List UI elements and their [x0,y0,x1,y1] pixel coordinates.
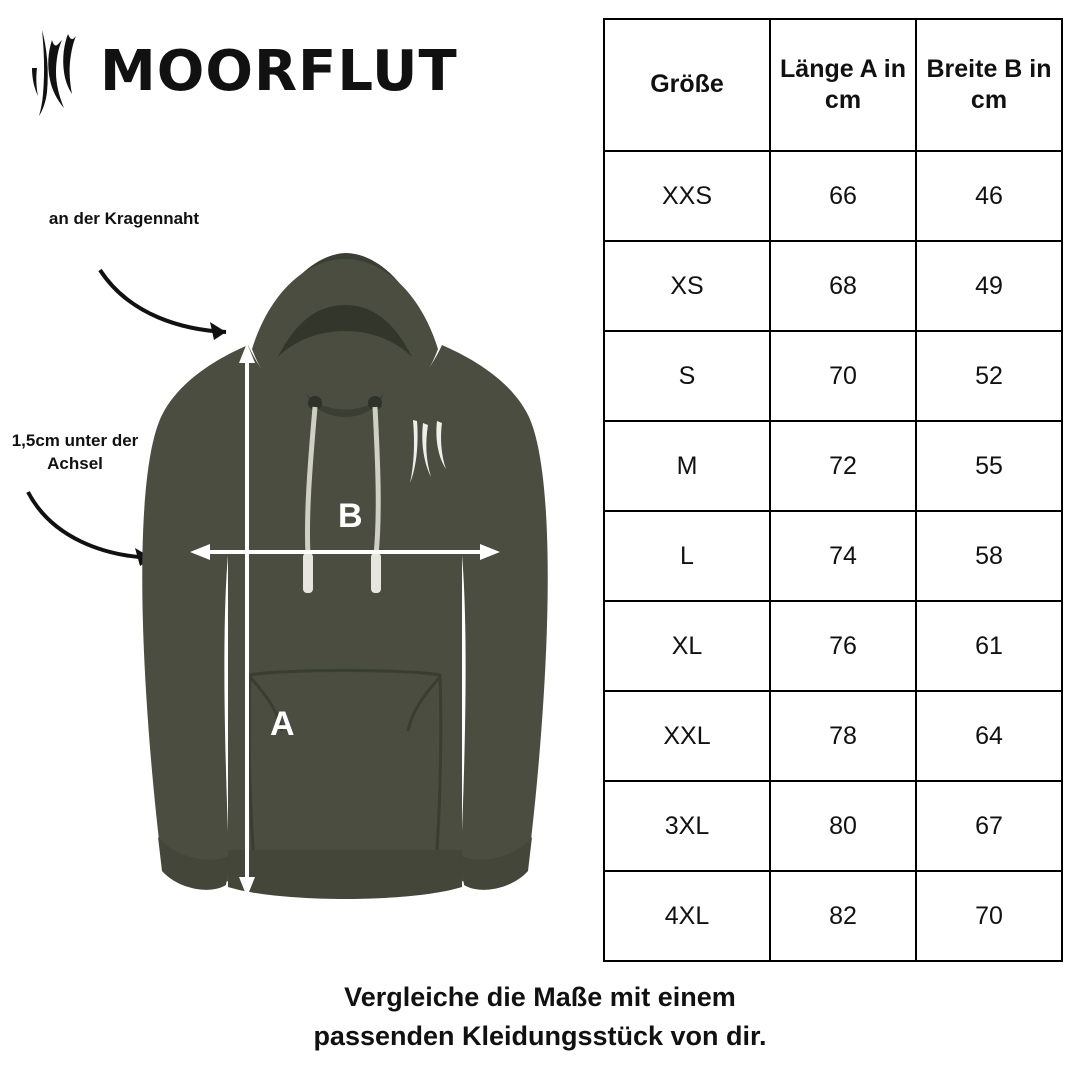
table-row [604,691,1062,781]
table-row [604,601,1062,691]
measurement-arrows [110,225,580,915]
table-row [604,421,1062,511]
cell-length: 82 [770,871,916,961]
brand-header [24,24,458,120]
footer-line-2: passenden Kleidungsstück von dir. [313,1020,767,1051]
cell-size: XS [604,241,770,331]
cell-size: XXL [604,691,770,781]
cell-width: 58 [916,511,1062,601]
cell-size: 3XL [604,781,770,871]
cell-size: XL [604,601,770,691]
footer-line-1: Vergleiche die Maße mit einem [344,981,736,1012]
table-header-row [604,19,1062,151]
cell-length: 70 [770,331,916,421]
header-size: Größe [604,19,770,151]
cell-width: 64 [916,691,1062,781]
footer-note [0,978,1080,1056]
cell-width: 55 [916,421,1062,511]
header-width: Breite B in cm [916,19,1062,151]
cell-width: 67 [916,781,1062,871]
cell-size: XXS [604,151,770,241]
cell-size: L [604,511,770,601]
cell-length: 72 [770,421,916,511]
cell-width: 52 [916,331,1062,421]
cell-length: 66 [770,151,916,241]
cell-width: 61 [916,601,1062,691]
cell-length: 74 [770,511,916,601]
cell-size: M [604,421,770,511]
cell-size: S [604,331,770,421]
header-length: Länge A in cm [770,19,916,151]
moorflut-feather-icon [24,24,86,120]
cell-length: 78 [770,691,916,781]
cell-length: 76 [770,601,916,691]
measure-label-a: A [270,705,295,743]
annotation-armpit: 1,5cm unter der Achsel [11,431,139,473]
table-row [604,151,1062,241]
table-row [604,871,1062,961]
table-row [604,331,1062,421]
table-row [604,241,1062,331]
hoodie-illustration [110,225,580,915]
size-chart-table [603,18,1063,962]
cell-size: 4XL [604,871,770,961]
cell-length: 80 [770,781,916,871]
table-row [604,781,1062,871]
cell-length: 68 [770,241,916,331]
table-row [604,511,1062,601]
brand-name: MOORFLUT [100,39,458,104]
cell-width: 49 [916,241,1062,331]
annotation-collar: an der Kragennaht [48,209,200,228]
cell-width: 46 [916,151,1062,241]
cell-width: 70 [916,871,1062,961]
measure-label-b: B [338,497,363,535]
